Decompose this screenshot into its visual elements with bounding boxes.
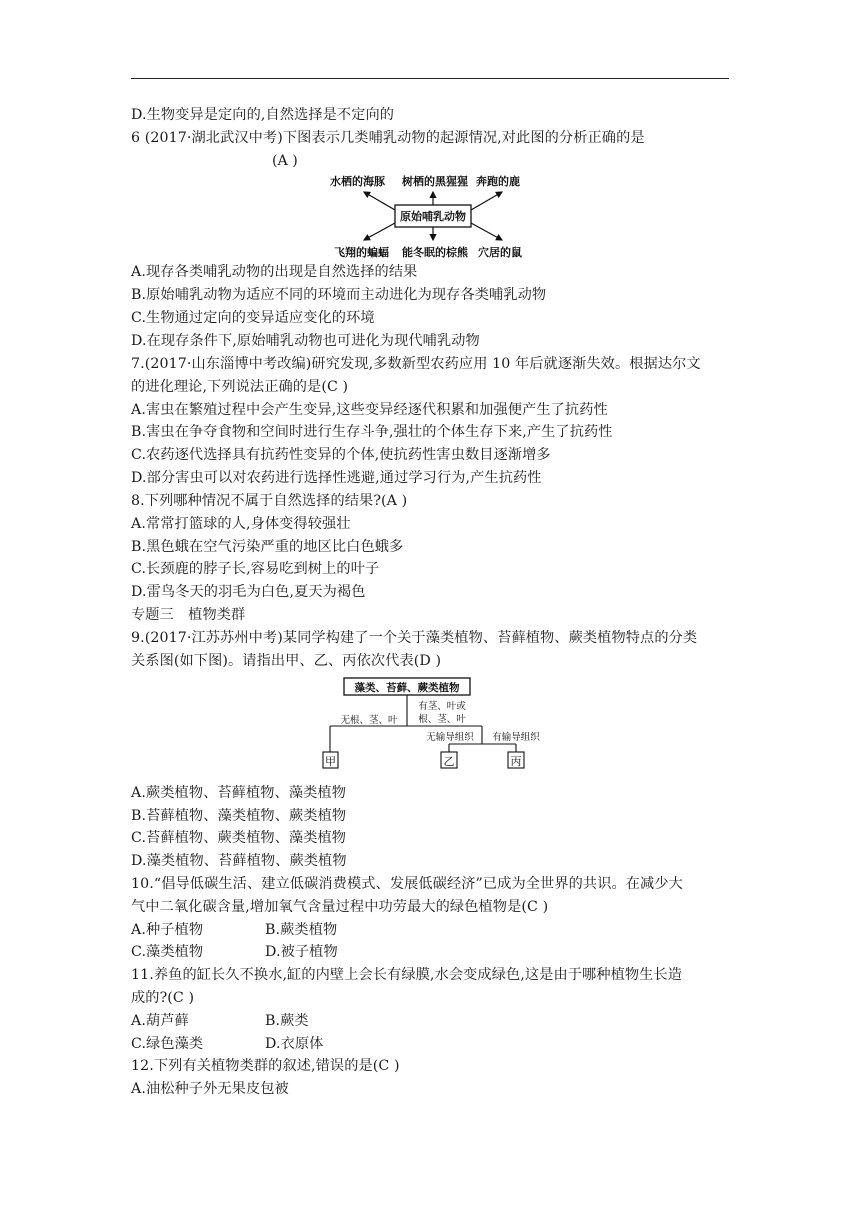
q6-option-d: D.在现存条件下,原始哺乳动物也可进化为现代哺乳动物: [131, 333, 480, 349]
section-heading: 专题三 植物类群: [131, 607, 246, 623]
q10-option-a: A.种子植物: [131, 922, 204, 938]
q10-stem-line1: 10.“倡导低碳生活、建立低碳消费模式、发展低碳经济”已成为全世界的共识。在减少大: [131, 876, 683, 892]
center-label: 原始哺乳动物: [400, 210, 466, 223]
q7-option-d: D.部分害虫可以对农药进行选择性逃避,通过学习行为,产生抗药性: [131, 470, 542, 486]
q11-option-b: B.蕨类: [265, 1013, 309, 1029]
plant-classification-diagram: [316, 676, 556, 772]
bottom-label-bat: 飞翔的蝙蝠: [334, 246, 389, 259]
sub-right-label: 有输导组织: [492, 732, 540, 743]
header-rule: [131, 78, 729, 79]
q8-option-c: C.长颈鹿的脖子长,容易吃到树上的叶子: [131, 561, 380, 577]
q11-option-c: C.绿色藻类: [131, 1036, 204, 1052]
q7-option-a: A.害虫在繁殖过程中会产生变异,这些变异经逐代积累和加强便产生了抗药性: [131, 402, 608, 418]
q6-option-c: C.生物通过定向的变异适应变化的环境: [131, 310, 375, 326]
right-branch-label-2: 根、茎、叶: [418, 714, 466, 725]
q10-option-b: B.蕨类植物: [265, 922, 338, 938]
arrow-up-right: [471, 192, 502, 210]
q9-option-b: B.苔藓植物、藻类植物、蕨类植物: [131, 808, 347, 824]
q8-option-a: A.常常打篮球的人,身体变得较强壮: [131, 516, 351, 532]
leaf-jia: 甲: [325, 755, 336, 768]
q9-option-a: A.蕨类植物、苔藓植物、藻类植物: [131, 785, 346, 801]
q10-options-row2: [131, 942, 338, 962]
q11-stem-line1: 11.养鱼的缸长久不换水,缸的内壁上会长有绿膜,水会变成绿色,这是由于哪种植物生长造: [131, 967, 683, 983]
q10-option-d: D.被子植物: [265, 944, 338, 960]
top-label-deer: 奔跑的鹿: [476, 175, 520, 188]
q9-stem-line1: 9.(2017·江苏苏州中考)某同学构建了一个关于藻类植物、苔藓植物、蕨类植物特点的分类: [131, 630, 698, 646]
root-label: 藻类、苔藓、蕨类植物: [354, 682, 460, 694]
q12-option-a: A.油松种子外无果皮包被: [131, 1081, 289, 1097]
q10-stem-line2: 气中二氧化碳含量,增加氧气含量过程中功劳最大的绿色植物是(C ): [131, 899, 549, 915]
q9-option-d: D.藻类植物、苔藓植物、蕨类植物: [131, 853, 347, 869]
q11-stem-line2: 成的?(C ): [131, 990, 195, 1006]
q9-option-c: C.苔藓植物、蕨类植物、藻类植物: [131, 830, 347, 846]
q6-answer: (A ): [272, 153, 298, 169]
leaf-bing: 丙: [510, 755, 522, 768]
bottom-label-bear: 能冬眠的棕熊: [402, 246, 468, 259]
arrow-up-left: [364, 192, 395, 210]
q7-option-c: C.农药逐代选择具有抗药性变异的个体,使抗药性害虫数目逐渐增多: [131, 447, 551, 463]
q6-option-a: A.现存各类哺乳动物的出现是自然选择的结果: [131, 264, 418, 280]
sub-left-label: 无输导组织: [426, 732, 474, 743]
arrow-down-left: [364, 223, 395, 240]
q8-stem: 8.下列哪种情况不属于自然选择的结果?(A ): [131, 493, 408, 509]
q11-options-row2: [131, 1034, 324, 1054]
q7-stem-line1: 7.(2017·山东淄博中考改编)研究发现,多数新型农药应用 10 年后就逐渐失效。根据达尔文: [131, 356, 701, 372]
q11-option-a: A.葫芦藓: [131, 1013, 189, 1029]
q7-option-b: B.害虫在争夺食物和空间时进行生存斗争,强壮的个体生存下来,产生了抗药性: [131, 424, 613, 440]
leaf-yi: 乙: [443, 755, 455, 768]
top-label-chimp: 树栖的黑猩猩: [402, 175, 468, 188]
q6-option-b: B.原始哺乳动物为适应不同的环境而主动进化为现存各类哺乳动物: [131, 287, 547, 303]
q8-option-b: B.黑色蛾在空气污染严重的地区比白色蛾多: [131, 539, 404, 555]
q5-option-d: D.生物变异是定向的,自然选择是不定向的: [131, 107, 395, 123]
q9-stem-line2: 关系图(如下图)。请指出甲、乙、丙依次代表(D ): [131, 653, 442, 669]
q10-options-row1: [131, 920, 338, 940]
q10-option-c: C.藻类植物: [131, 944, 204, 960]
top-label-dolphin: 水栖的海豚: [330, 175, 385, 188]
left-branch-label: 无根、茎、叶: [340, 715, 398, 726]
q12-stem: 12.下列有关植物类群的叙述,错误的是(C ): [131, 1058, 400, 1074]
q8-option-d: D.雷鸟冬天的羽毛为白色,夏天为褐色: [131, 584, 366, 600]
right-branch-label-1: 有茎、叶或: [418, 701, 466, 712]
q11-option-d: D.衣原体: [265, 1036, 324, 1052]
q6-stem: 6 (2017·湖北武汉中考)下图表示几类哺乳动物的起源情况,对此图的分析正确的是: [131, 130, 645, 146]
q11-options-row1: [131, 1011, 309, 1031]
bottom-label-mouse: 穴居的鼠: [478, 246, 522, 259]
mammal-origin-diagram: [326, 170, 566, 262]
arrow-down-right: [471, 223, 502, 240]
q7-stem-line2: 的进化理论,下列说法正确的是(C ): [131, 379, 349, 395]
